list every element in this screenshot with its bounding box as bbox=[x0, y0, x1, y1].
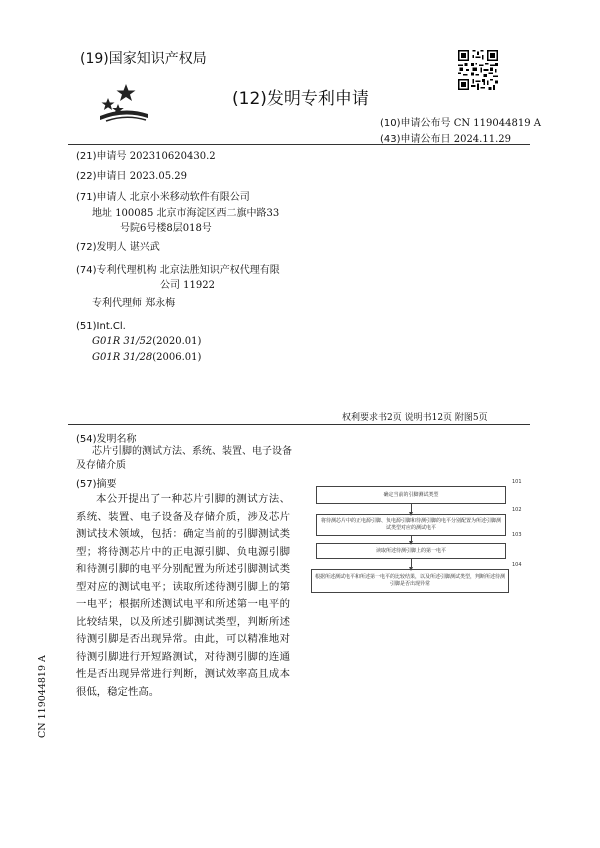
address-label: 地址 bbox=[92, 208, 112, 219]
pages-divider bbox=[68, 424, 530, 425]
filing-date-row bbox=[76, 170, 187, 184]
publication-date: 2024.11.29 bbox=[453, 134, 511, 145]
flow-step-102-text: 将待测芯片中的正电源引脚、负电源引脚和待测引脚的电平分别配置为所述引脚测试类型对应的测试电平 bbox=[320, 518, 501, 531]
ipc-date-1: (2020.01) bbox=[152, 336, 202, 347]
applicant-name: 北京小米移动软件有限公司 bbox=[129, 192, 250, 203]
int-cl-label: (51)Int.Cl. bbox=[76, 321, 126, 332]
publication-number-row bbox=[380, 114, 541, 129]
flow-arrow-2 bbox=[411, 536, 412, 542]
publication-number-label: (10)申请公布号 bbox=[380, 118, 451, 129]
inventor-row bbox=[76, 241, 160, 255]
ipc-entry-1 bbox=[92, 336, 201, 347]
patent-agency-line-1: 北京法胜知识产权代理有限 bbox=[159, 265, 280, 276]
address-line-2: 号院6号楼8层018号 bbox=[120, 223, 212, 234]
abstract-label: (57)摘要 bbox=[76, 479, 117, 490]
flow-step-102-box bbox=[316, 514, 506, 536]
title-label: (54)发明名称 bbox=[76, 434, 137, 445]
application-number-row bbox=[76, 150, 216, 164]
document-type-title: (12)发明专利申请 bbox=[232, 89, 369, 109]
address-line-1: 100085 北京市海淀区西二旗中路33 bbox=[115, 208, 280, 219]
flow-step-101-text: 确定当前的引脚测试类型 bbox=[383, 491, 439, 498]
ipc-date-2: (2006.01) bbox=[152, 352, 202, 363]
flow-step-103-box bbox=[316, 543, 506, 559]
inventor-name: 谌兴武 bbox=[129, 242, 160, 253]
header-divider bbox=[68, 144, 530, 145]
ipc-code-1: G01R 31/52 bbox=[92, 336, 153, 347]
qr-code-icon bbox=[458, 50, 498, 90]
inventor-label: (72)发明人 bbox=[76, 242, 127, 253]
flow-step-101-id: 101 bbox=[512, 479, 522, 485]
invention-title-line-2: 及存储介质 bbox=[76, 460, 126, 471]
applicant-row bbox=[76, 191, 250, 205]
flow-arrow-1 bbox=[411, 504, 412, 513]
filing-date-label: (22)申请日 bbox=[76, 171, 127, 182]
side-publication-code: CN 119044819 A bbox=[37, 655, 48, 738]
flow-step-102-id: 102 bbox=[512, 507, 522, 513]
page-count-info: 权利要求书2页 说明书12页 附图5页 bbox=[342, 413, 488, 423]
flow-step-104-id: 104 bbox=[512, 562, 522, 568]
publication-date-label: (43)申请公布日 bbox=[380, 134, 451, 145]
patent-agency-row bbox=[76, 264, 280, 278]
patent-agency-label: (74)专利代理机构 bbox=[76, 265, 157, 276]
invention-title-line-1: 芯片引脚的测试方法、系统、装置、电子设备 bbox=[92, 446, 292, 457]
abstract-text: 本公开提出了一种芯片引脚的测试方法、系统、装置、电子设备及存储介质，涉及芯片测试技术领域，包括：确定当前的引脚测试类型；将待测芯片中的正电源引脚、负电源引脚和待测引脚的电平分别配置为所述引脚测试类型对应的测试电平；读取所述待测引脚上的第一电平；根据所述测试电平和所述第一电平的比较结果，以及所述引脚测试类型，判断所述待测引脚是否出现异常。由此，可以精准地对待测引脚进行开短路测试，对待测引脚的连通性是否出现异常进行判断，测试效率高且成本很低，稳定性高。 bbox=[76, 493, 290, 698]
patent-agent-label: 专利代理师 bbox=[92, 298, 142, 309]
issuing-agency: (19)国家知识产权局 bbox=[80, 51, 207, 67]
applicant-label: (71)申请人 bbox=[76, 192, 127, 203]
flow-step-104-box bbox=[311, 569, 509, 593]
flow-step-101-box bbox=[316, 486, 506, 504]
flow-arrow-3 bbox=[411, 559, 412, 568]
flow-step-104-text: 根据所述测试电平和所述第一电平的比较结果，以及所述引脚测试类型，判断所述待测引脚是否出现异常 bbox=[315, 574, 506, 587]
application-number-label: (21)申请号 bbox=[76, 151, 127, 162]
patent-agent-row bbox=[92, 297, 175, 311]
flow-step-103-id: 103 bbox=[512, 532, 522, 538]
publication-number: CN 119044819 A bbox=[453, 118, 541, 129]
filing-date: 2023.05.29 bbox=[129, 171, 187, 182]
cnipa-emblem-icon bbox=[96, 80, 152, 124]
ipc-entry-2 bbox=[92, 352, 201, 363]
ipc-code-2: G01R 31/28 bbox=[92, 352, 153, 363]
flow-step-103-text: 读取所述待测引脚上的第一电平 bbox=[375, 547, 446, 554]
patent-agency-line-2: 公司 11922 bbox=[160, 280, 215, 291]
address-row bbox=[92, 207, 279, 221]
patent-agent-name: 郑永梅 bbox=[145, 298, 176, 309]
publication-date-row bbox=[380, 130, 511, 145]
application-number: 202310620430.2 bbox=[129, 151, 216, 162]
